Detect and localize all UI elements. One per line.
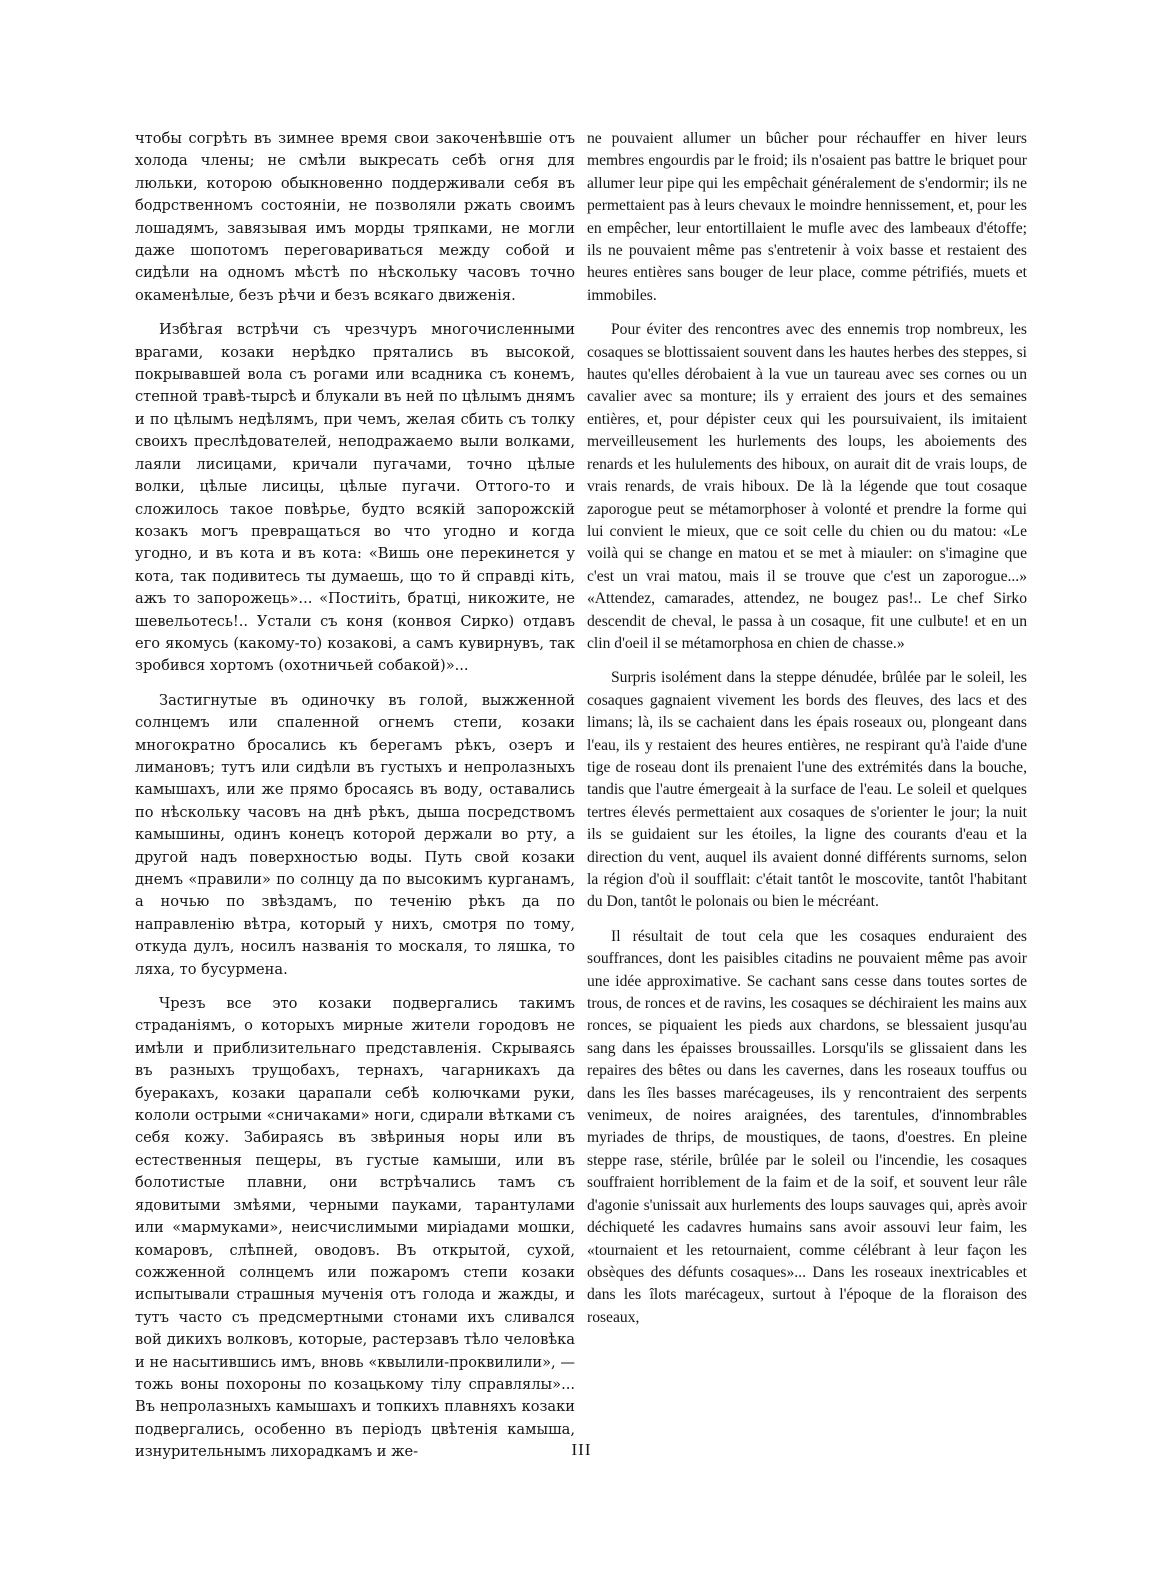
russian-text-column [135, 128, 575, 1476]
russian-paragraph-4: Чрезъ все это козаки подвергались такимъ страданіямъ, о которыхъ мирные жители городовъ не имѣли и приблизительнаго представленія. Скрываясь въ разныхъ трущобахъ, тернахъ, чагарникахъ да буеракахъ, козаки царапали себѣ колючками руки, кололи острыми «сничаками» ноги, сдирали вѣтками съ себя кожу. Забираясь въ звѣриныя норы или въ естественныя пещеры, въ густые камыши, или въ болотистые плавни, они встрѣчались тамъ съ ядовитыми змѣями, черными пауками, тарантулами или «мармуками», неисчислимыми миріадами мошки, комаровъ, слѣпней, оводовъ. Въ открытой, сухой, сожженной солнцемъ или пожаромъ степи козаки испытывали страшныя мученія отъ голода и жажды, и тутъ часто съ предсмертными стонами ихъ сливался вой дикихъ волковъ, которые, растерзавъ тѣло человѣка и не насытившись имъ, вновь «квылили-проквилили», — тожь воны похороны по козацькому тілу справлялы»... Въ непролазныхъ камышахъ и топкихъ плавняхъ козаки подвергались, особенно въ періодъ цвѣтенія камыша, изнурительнымъ лихорадкамъ и же- [135, 995, 575, 1461]
french-paragraph-1: ne pouvaient allumer un bûcher pour réchauffer en hiver leurs membres engourdis par le froid; ils n'osaient pas battre le briquet pour allumer leur pipe qui les empêchait généralement de s'endormir; ils ne permettaient pas à leurs chevaux le moindre hennissement, et, pour les en empêcher, leur entortillaient le mufle avec des lambeaux d'étoffe; ils ne pouvaient même pas s'entretenir à voix basse et restaient des heures entières sans bouger de leur place, comme pétrifiés, muets et immobiles. [587, 130, 1027, 304]
page-number: III [571, 1440, 592, 1459]
russian-paragraph-3: Застигнутые въ одиночку въ голой, выжженной солнцемъ или спаленной огнемъ степи, козаки многократно бросались къ берегамъ рѣкъ, озеръ и лимановъ; тутъ или сидѣли въ густыхъ и непролазныхъ камышахъ, или же прямо бросаясь въ воду, оставались по нѣскольку часовъ на днѣ рѣкъ, дыша посредствомъ камышины, одинъ конецъ которой держали во рту, а другой надъ поверхностью воды. Путь свой козаки днемъ «правили» по солнцу да по высокимъ курганамъ, а ночью по звѣздамъ, по теченію рѣкъ да по направленію вѣтра, который у нихъ, смотря по тому, откуда дулъ, носилъ названія то москаля, то ляшка, то ляха, то бусурмена. [135, 691, 575, 978]
french-paragraph-4: Il résultait de tout cela que les cosaques enduraient des souffrances, dont les paisibles citadins ne pouvaient même pas avoir une idée approximative. Se cachant sans cesse dans toutes sortes de trous, de ronces et de ravins, les cosaques se déchiraient les mains aux ronces, se piquaient les pieds aux chardons, se blessaient jusqu'au sang dans les épaisses broussailles. Lorsqu'ils se glissaient dans les repaires des bêtes ou dans les cavernes, dans les roseaux touffus ou dans les îles basses marécageuses, ils y rencontraient des serpents venimeux, de noires araignées, des tarentules, d'innombrables myriades de thrips, de moustiques, de taons, d'oestres. En pleine steppe rase, stérile, brûlée par le soleil ou l'incendie, les cosaques souffraient horriblement de la faim et de la soif, et souvent leur râle d'agonie s'unissait aux hurlements des loups sauvages qui, après avoir déchiqueté les cadavres humains sans avoir assouvi leur faim, les «tournaient et les retournaient, comme célébrant à leur façon les obsèques des défunts cosaques»... Dans les roseaux inextricables et dans les îlots marécageux, surtout à l'époque de la floraison des roseaux, [587, 927, 1027, 1326]
french-text-column [587, 128, 1027, 1341]
french-paragraph-2: Pour éviter des rencontres avec des ennemis trop nombreux, les cosaques se blottissaient souvent dans les hautes herbes des steppes, si hautes qu'elles dérobaient à la vue un taureau avec ses cornes ou un cavalier avec sa monture; ils y erraient des jours et des semaines entières, et, pour dépister ceux qui les poursuivaient, ils imitaient merveilleusement les hurlements des loups, les aboiements des renards et les hululements des hiboux, on aurait dit de vrais loups, de vrais renards, de vrais hiboux. De là la légende que tout cosaque zaporogue peut se métamorphoser à volonté et prendre la forme qui lui convient le mieux, que ce soit celle du chien ou du matou: «Le voilà qui se change en matou et se met à miauler: on s'imagine que c'est un vrai matou, mais il se trouve que c'est un zaporogue...» «Attendez, camarades, attendez, ne bougez pas!.. Le chef Sirko descendit de cheval, le passa à un cosaque, fit une culbute! et en un clin d'oeil il se métamorphosa en chien de chasse.» [587, 321, 1027, 652]
french-paragraph-3: Surpris isolément dans la steppe dénudée, brûlée par le soleil, les cosaques gagnaient vivement les bords des fleuves, des lacs et des limans; là, ils se cachaient dans les épais roseaux ou, plongeant dans l'eau, ils y restaient des heures entières, ne respirant qu'à l'aide d'une tige de roseau dont ils prenaient l'une des extrémités dans la bouche, tandis que l'autre émergeait à la surface de l'eau. Le soleil et quelques tertres élevés permettaient aux cosaques de s'orienter le jour; la nuit ils se guidaient sur les étoiles, la ligne des courants d'eau et la direction du vent, auquel ils avaient donné différents surnoms, selon la région d'où il soufflait: c'était tantôt le moscovite, tantôt l'habitant du Don, tantôt le polonais ou bien le mécréant. [587, 669, 1027, 911]
russian-paragraph-1: чтобы согрѣть въ зимнее время свои закоченѣвшіе отъ холода члены; не смѣли выкресать себѣ огня для люльки, которою обыкновенно поддерживали себя въ бодрственномъ состояніи, не позволяли ржать своимъ лошадямъ, завязывая имъ морды тряпками, не могли даже шопотомъ переговариваться между собой и сидѣли на одномъ мѣстѣ по нѣскольку часовъ точно окаменѣлые, безъ рѣчи и безъ всякаго движенія. [135, 130, 575, 304]
russian-paragraph-2: Избѣгая встрѣчи съ чрезчуръ многочисленными врагами, козаки нерѣдко прятались въ высокой, покрывавшей вола съ рогами или всадника съ конемъ, степной травѣ-тырсѣ и блукали въ ней по цѣлымъ днямъ и по цѣлымъ недѣлямъ, при чемъ, желая сбить съ толку своихъ преслѣдователей, неподражаемо выли волками, лаяли лисицами, кричали пугачами, точно цѣлые волки, цѣлые лисицы, цѣлые пугачи. Оттого-то и сложилось такое повѣрье, будто всякій запорожскій козакъ могъ превращаться во что угодно и когда угодно, и въ кота и въ кота: «Вишь оне перекинется у кота, так подивитесь ты думаешь, що то й справді кіть, ажъ то запорожець»... «Постиіть, братці, никожите, не шевельотесь!.. Устали съ коня (конвоя Сирко) отдавъ его якомусь (какому-то) козакові, а самъ кувирнувъ, так зробився хортомъ (охотничьей собакой)»... [135, 321, 575, 675]
